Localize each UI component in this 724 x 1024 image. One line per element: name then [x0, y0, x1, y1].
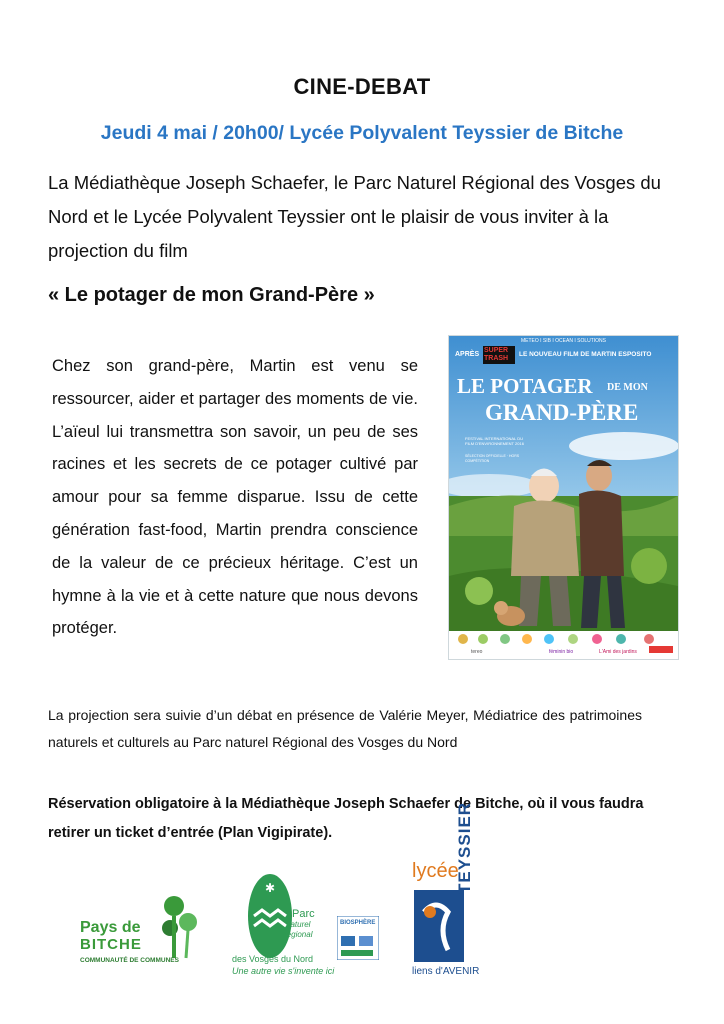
- pays-bitche-sub: COMMUNAUTÉ DE COMMUNES: [80, 957, 179, 964]
- parc-line2: naturel: [286, 920, 311, 929]
- poster-selection: SÉLECTION OFFICIELLE · HORS COMPÉTITION: [465, 454, 520, 463]
- parc-line1: Parc: [292, 908, 315, 920]
- debate-paragraph: La projection sera suivie d’un débat en présence de Valérie Meyer, Médiatrice des patrimoines naturels et culturels au Parc naturel Régional des Vosges du Nord: [48, 707, 642, 750]
- poster-apres: APRÈS: [455, 351, 480, 358]
- parc-line3: régional: [284, 930, 313, 939]
- poster-festival: FESTIVAL INTERNATIONAL DU FILM D'ENVIRONNEMENT 2016: [465, 436, 524, 446]
- poster-partner-tereo: tereo: [471, 649, 483, 655]
- pays-bitche-line1: Pays de: [80, 919, 141, 936]
- poster-title-de-mon: DE MON: [607, 382, 648, 393]
- lycee-name: TEYSSIER: [455, 801, 474, 894]
- pays-bitche-line2: BITCHE: [80, 936, 142, 953]
- page-title: CINE-DEBAT: [293, 74, 431, 99]
- parc-line4: des Vosges du Nord: [232, 954, 314, 964]
- poster-partner-feminin-bio: féminin bio: [549, 649, 574, 655]
- event-date-location: Jeudi 4 mai / 20h00/ Lycée Polyvalent Teyssier de Bitche: [100, 122, 624, 144]
- svg-text:✱: ✱: [264, 881, 276, 895]
- film-synopsis: Chez son grand-père, Martin est venu se ressourcer, aider et partager des moments de vie. L’aïeul lui transmettra son savoir, un peu de ses racines et les secrets de ce potager cultivé par amour pour sa femme disparue. Issu de cette génération fast-food, Martin prendra conscience de la valeur de ce précieux héritage. C’est un hymne à la vie et à cette nature que nous devons protéger.: [52, 357, 418, 638]
- poster-partner-ami-jardins: L'Ami des jardins: [599, 649, 637, 655]
- poster-title-line2: GRAND-PÈRE: [485, 400, 639, 425]
- lycee-teyssier-logo: [414, 890, 464, 962]
- film-poster: [448, 335, 679, 660]
- reservation-notice: Réservation obligatoire à la Médiathèque Joseph Schaefer de Bitche, où il vous faudra retirer un ticket d’entrée (Plan Vigipirate).: [48, 796, 644, 841]
- poster-tagline: LE NOUVEAU FILM DE MARTIN ESPOSITO: [519, 351, 652, 358]
- biosphere-label: BIOSPHÈRE: [340, 920, 376, 926]
- poster-top-credits: METEO I SIB I OCEAN I SOLUTIONS: [520, 338, 606, 344]
- intro-paragraph: La Médiathèque Joseph Schaefer, le Parc Naturel Régional des Vosges du Nord et le Lycée Polyvalent Teyssier ont le plaisir de vous inviter à la projection du film: [48, 172, 661, 261]
- film-title: « Le potager de mon Grand-Père »: [48, 284, 375, 306]
- parc-slogan: Une autre vie s'invente ici: [232, 966, 335, 976]
- poster-title-line1: LE POTAGER: [457, 374, 593, 398]
- poster-supertrash: SUPER TRASH: [483, 346, 515, 364]
- lycee-slogan: liens d'AVENIR: [412, 966, 480, 977]
- lycee-top: lycée: [412, 860, 459, 882]
